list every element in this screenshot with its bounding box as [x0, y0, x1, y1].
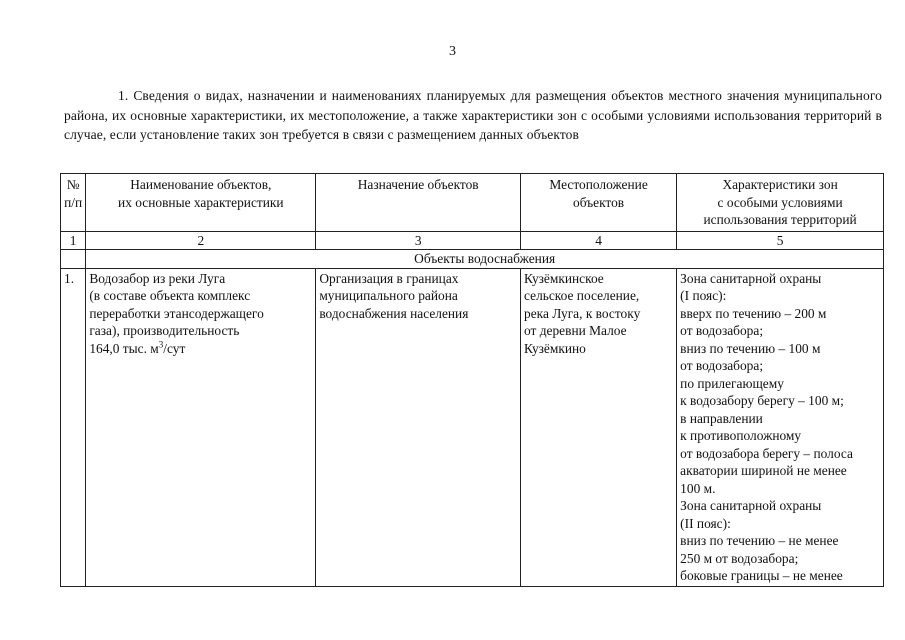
- section-spacer: [61, 249, 86, 268]
- header-location-line: Местоположение: [549, 177, 648, 192]
- row-zones-line: Зона санитарной охраны: [680, 270, 822, 286]
- row-purpose-line: Организация в границах: [319, 270, 459, 286]
- header-location: [521, 174, 677, 232]
- intro-paragraph: 1. Сведения о видах, назначении и наименованиях планируемых для размещения объектов местного значения муниципального района, их основные характеристики, их местоположение, а также характеристики зон с особыми условиями использования территорий в случае, если установление таких зон требуется в связи с размещением данных объектов: [64, 88, 882, 142]
- row-zones-line: от водозабора;: [680, 358, 764, 373]
- table-header-row: [61, 174, 884, 232]
- row-name: [86, 268, 316, 586]
- row-zones-line: в направлении: [680, 410, 763, 426]
- planned-objects-table: [60, 173, 884, 587]
- header-num-line: №: [66, 177, 80, 192]
- row-num: 1.: [61, 268, 86, 586]
- row-zones-line: от водозабора;: [680, 323, 764, 338]
- header-zones: [677, 174, 884, 232]
- header-location-line: объектов: [573, 194, 625, 210]
- header-purpose: [316, 174, 521, 232]
- row-purpose-line: муниципального района: [319, 288, 458, 303]
- row-location-line: сельское поселение,: [524, 288, 640, 303]
- row-zones-line: акватории шириной не менее: [680, 463, 847, 478]
- capacity-sup: 3: [158, 339, 164, 350]
- header-purpose-line: Назначение объектов: [357, 177, 479, 192]
- column-number: 4: [521, 231, 677, 249]
- section-row: [61, 249, 884, 268]
- column-number: 2: [86, 231, 316, 249]
- row-purpose-line: водоснабжения населения: [319, 305, 469, 321]
- row-zones-line: (II пояс):: [680, 515, 731, 531]
- row-zones-line: к противоположному: [680, 428, 802, 443]
- row-zones-line: Зона санитарной охраны: [680, 498, 822, 513]
- row-zones-line: к водозабору берегу – 100 м;: [680, 393, 844, 408]
- row-zones-line: по прилегающему: [680, 375, 784, 391]
- row-capacity: [89, 340, 312, 358]
- row-location-line: от деревни Малое: [524, 323, 627, 338]
- capacity-value: 164,0 тыс. м: [89, 340, 159, 356]
- header-name-line: Наименование объектов,: [130, 177, 272, 192]
- row-zones-line: 250 м от водозабора;: [680, 550, 799, 566]
- row-name-line: (в составе объекта комплекс: [89, 288, 251, 303]
- row-zones-line: вниз по течению – не менее: [680, 533, 839, 548]
- row-name-line: газа), производительность: [89, 323, 240, 338]
- header-name: [86, 174, 316, 232]
- column-number-row: [61, 231, 884, 249]
- header-zones-line: Характеристики зон: [722, 177, 838, 192]
- row-zones: [677, 268, 884, 586]
- row-zones-line: (I пояс):: [680, 288, 727, 303]
- row-zones-line: 100 м.: [680, 480, 716, 496]
- header-num-line: п/п: [64, 194, 83, 210]
- row-zones-line: вниз по течению – 100 м: [680, 340, 821, 356]
- header-num: [61, 174, 86, 232]
- row-zones-line: от водозабора берегу – полоса: [680, 445, 853, 461]
- header-name-line: их основные характеристики: [118, 194, 284, 210]
- page-number: 3: [449, 44, 456, 59]
- header-zones-line: использования территорий: [703, 212, 857, 227]
- capacity-unit: /сут: [163, 340, 186, 356]
- row-zones-line: вверх по течению – 200 м: [680, 305, 827, 321]
- row-name-line: переработки этансодержащего: [89, 305, 264, 321]
- row-location-line: река Луга, к востоку: [524, 305, 641, 321]
- section-title: Объекты водоснабжения: [86, 249, 884, 268]
- row-location: [521, 268, 677, 586]
- row-name-line: Водозабор из реки Луга: [89, 270, 226, 286]
- row-location-line: Кузёмкино: [524, 340, 586, 356]
- header-zones-line: с особыми условиями: [717, 194, 843, 210]
- column-number: 3: [316, 231, 521, 249]
- table-row: [61, 268, 884, 586]
- row-location-line: Кузёмкинское: [524, 270, 604, 286]
- column-number: 5: [677, 231, 884, 249]
- row-zones-line: боковые границы – не менее: [680, 568, 843, 583]
- column-number: 1: [61, 231, 86, 249]
- row-purpose: [316, 268, 521, 586]
